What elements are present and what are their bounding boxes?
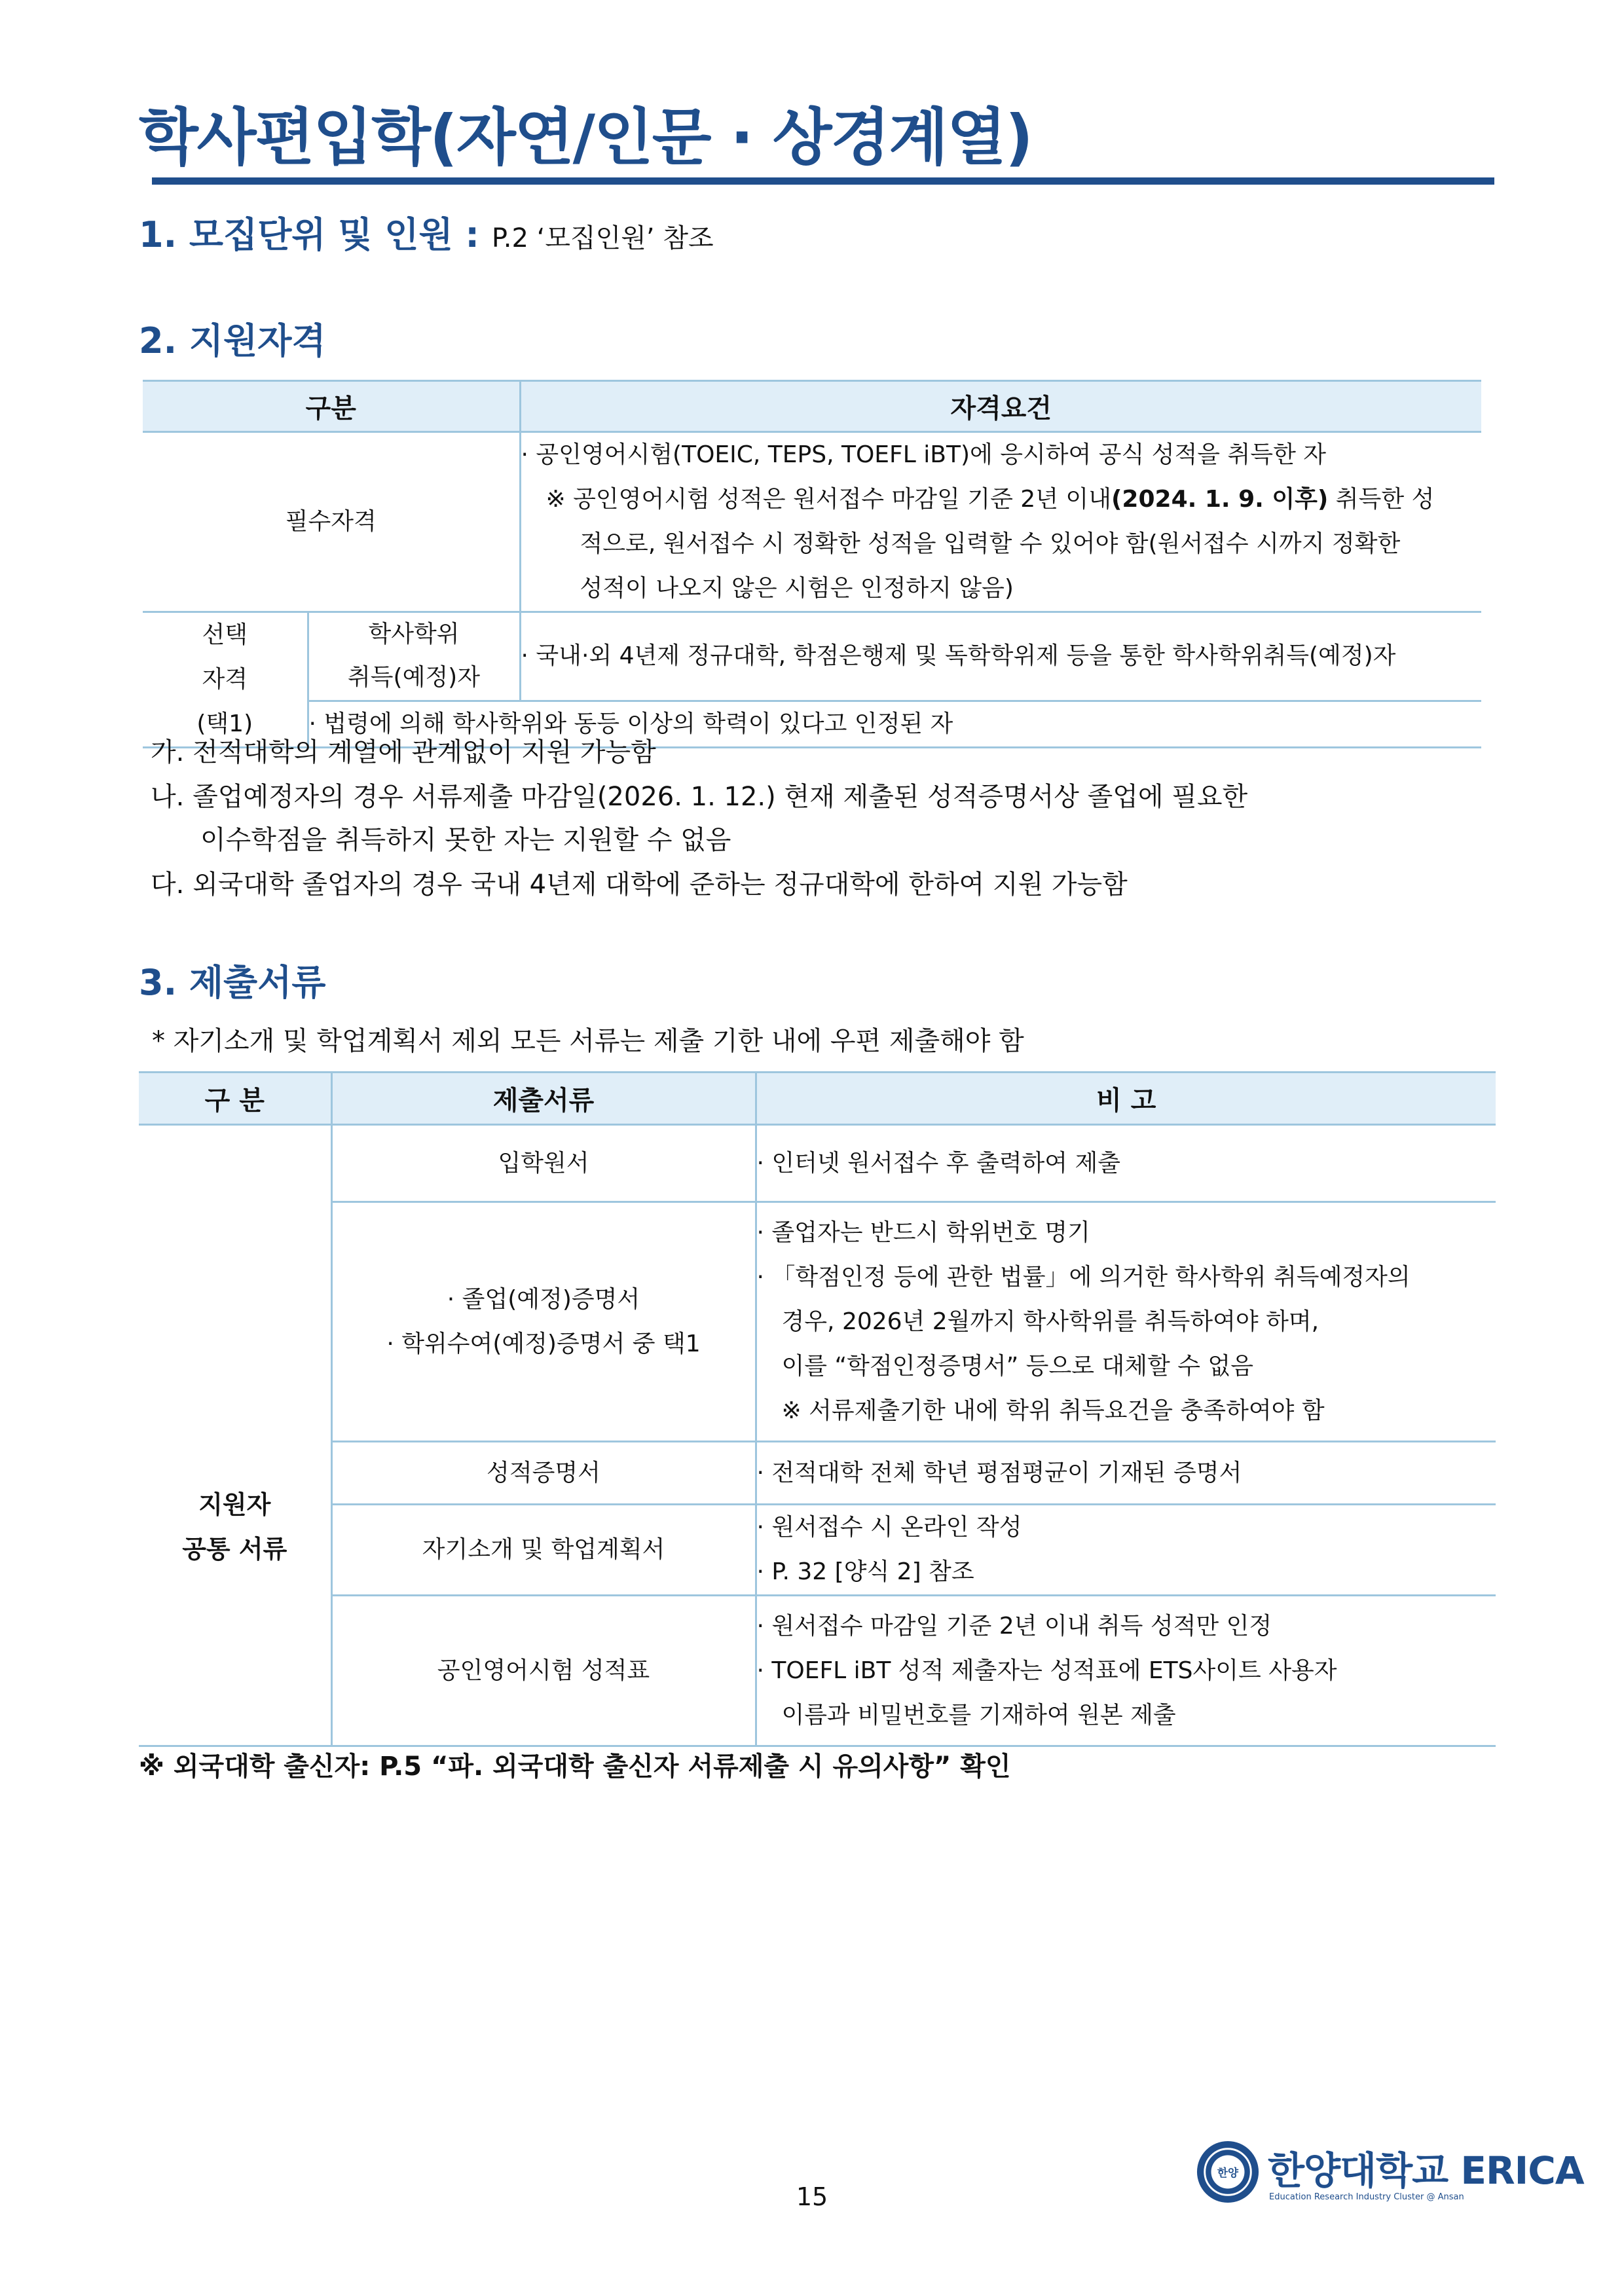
header-requirements: 자격요건 (520, 381, 1481, 432)
foreign-graduate-note: ※ 외국대학 출신자: P.5 “파. 외국대학 출신자 서류제출 시 유의사항” 확인 (139, 1752, 1011, 1782)
university-logo (1196, 2137, 1584, 2216)
optional-label: 선택 자격 (택1) (143, 612, 308, 748)
required-line: · 공인영어시험(TOEIC, TEPS, TOEFL iBT)에 응시하여 공식 성적을 취득한 자 (521, 441, 1327, 468)
logo-subtitle: Education Research Industry Cluster @ Ansan (1269, 2192, 1464, 2202)
section2-heading: 2. 지원자격 (139, 320, 326, 361)
remark-english-score: · 원서접수 마감일 기준 2년 이내 취득 성적만 인정 · TOEFL iBT 성적 제출자는 성적표에 ETS사이트 사용자 이름과 비밀번호를 기재하여 원본 제출 (756, 1596, 1496, 1746)
qualification-table (143, 380, 1481, 748)
doc-transcript: 성적증명서 (331, 1442, 756, 1505)
optional-equivalent-text: · 법령에 의해 학사학위와 동등 이상의 학력이 있다고 인정된 자 (308, 701, 1481, 747)
header-documents: 제출서류 (331, 1073, 756, 1125)
page-title: 학사편입학(자연/인문 · 상경계열) (139, 102, 1032, 174)
optional-degree-label: 학사학위 취득(예정)자 (308, 612, 520, 701)
section1-heading-text: 1. 모집단위 및 인원 : (139, 214, 480, 255)
note-ga: 가. 전적대학의 계열에 관계없이 지원 가능함 (151, 737, 656, 767)
university-seal-icon (1196, 2140, 1260, 2204)
required-label: 필수자격 (143, 432, 520, 612)
header-category: 구분 (143, 381, 520, 432)
section3-subnote: * 자기소개 및 학업계획서 제외 모든 서류는 제출 기한 내에 우편 제출해야 함 (152, 1026, 1024, 1056)
doc-english-score: 공인영어시험 성적표 (331, 1596, 756, 1746)
optional-degree-text: · 국내·외 4년제 정규대학, 학점은행제 및 독학학위제 등을 통한 학사학위취득(예정)자 (520, 612, 1481, 701)
logo-name: 한양대학교 ERICA (1268, 2148, 1584, 2193)
group-label: 지원자 공통 서류 (139, 1125, 331, 1746)
documents-table (139, 1071, 1496, 1747)
required-content (520, 432, 1481, 612)
doc-self-introduction: 자기소개 및 학업계획서 (331, 1505, 756, 1596)
required-line: 성적이 나오지 않은 시험은 인정하지 않음) (580, 575, 1014, 602)
doc-application: 입학원서 (331, 1125, 756, 1202)
svg-text:한양: 한양 (1217, 2166, 1239, 2179)
title-rule (152, 177, 1494, 185)
required-line: 적으로, 원서접수 시 정확한 성적을 입력할 수 있어야 함(원서접수 시까지 정확한 (580, 530, 1401, 557)
note-na: 나. 졸업예정자의 경우 서류제출 마감일(2026. 1. 12.) 현재 제출된 성적증명서상 졸업에 필요한 (151, 782, 1248, 812)
remark-transcript: · 전적대학 전체 학년 평점평균이 기재된 증명서 (756, 1442, 1496, 1505)
remark-application: · 인터넷 원서접수 후 출력하여 제출 (756, 1125, 1496, 1202)
doc-graduation: · 졸업(예정)증명서 · 학위수여(예정)증명서 중 택1 (331, 1202, 756, 1442)
required-line: ※ 공인영어시험 성적은 원서접수 마감일 기준 2년 이내(2024. 1. 9. 이후) 취득한 성 (545, 486, 1435, 513)
remark-graduation: · 졸업자는 반드시 학위번호 명기 · 「학점인정 등에 관한 법률」에 의거한 학사학위 취득예정자의 경우, 2026년 2월까지 학사학위를 취득하여야 하며, 이를 “학점인정증명서” 등으로 대체할 수 없음 ※ 서류제출기한 내에 학위 취득요건을 충족하여야 함 (756, 1202, 1496, 1442)
remark-self-introduction: · 원서접수 시 온라인 작성 · P. 32 [양식 2] 참조 (756, 1505, 1496, 1596)
header-remarks: 비 고 (756, 1073, 1496, 1125)
note-na-cont: 이수학점을 취득하지 못한 자는 지원할 수 없음 (200, 825, 731, 855)
note-da: 다. 외국대학 졸업자의 경우 국내 4년제 대학에 준하는 정규대학에 한하여 지원 가능함 (151, 870, 1128, 900)
header-division: 구 분 (139, 1073, 331, 1125)
section3-heading: 3. 제출서류 (139, 962, 326, 1003)
section1-heading (139, 207, 714, 257)
section1-note: P.2 ‘모집인원’ 참조 (491, 223, 714, 253)
